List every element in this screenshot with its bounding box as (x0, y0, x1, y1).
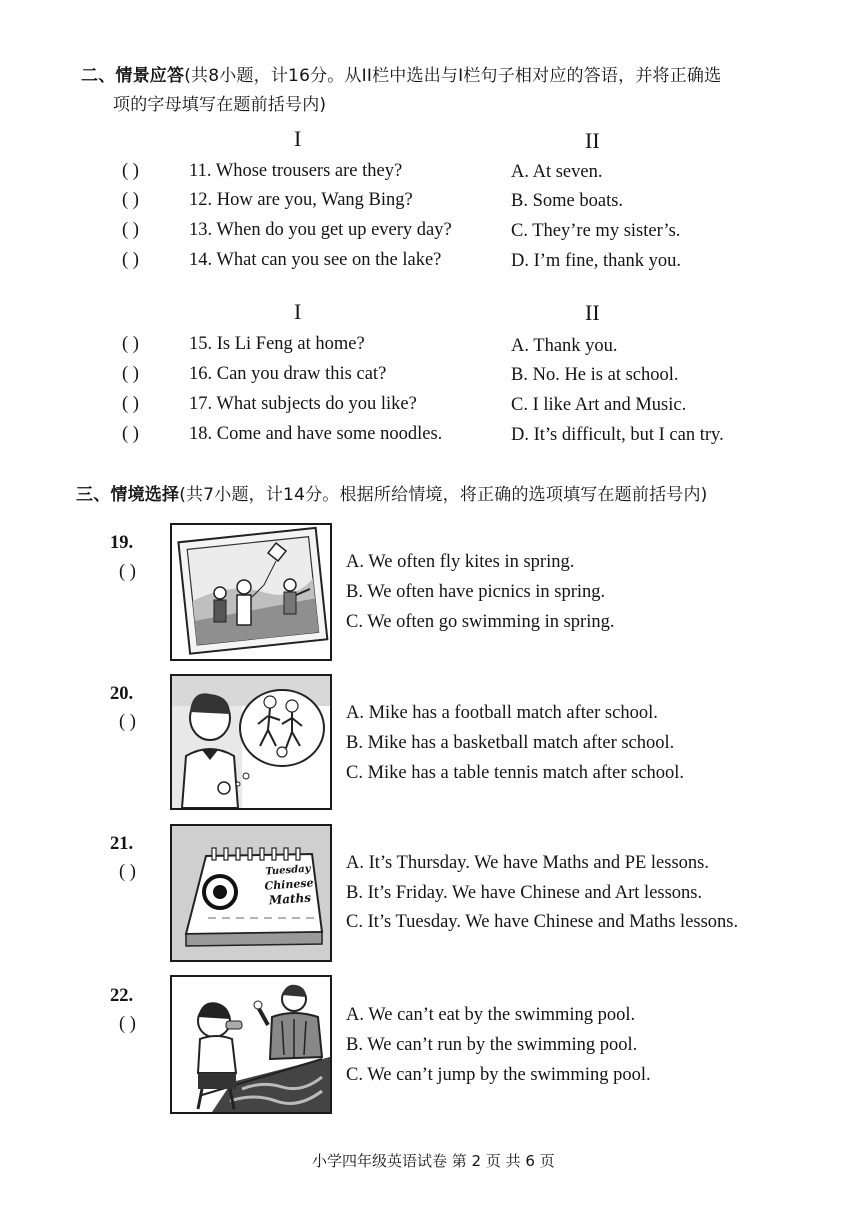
group2-answer-b: B. No. He is at school. (511, 365, 679, 385)
section2-note-cont: 项的字母填写在题前括号内) (113, 95, 327, 115)
item20-option-c: C. Mike has a table tennis match after school. (346, 763, 685, 783)
item22-option-a: A. We can’t eat by the swimming pool. (346, 1005, 636, 1025)
question-16: 16. Can you draw this cat? (189, 364, 387, 384)
item21-answer-bracket[interactable]: ( ) (119, 862, 136, 882)
question-15: 15. Is Li Feng at home? (189, 334, 365, 354)
group1-col2-header: II (585, 128, 600, 153)
item22-answer-bracket[interactable]: ( ) (119, 1014, 136, 1034)
question-11: 11. Whose trousers are they? (189, 161, 403, 181)
section3-title: 三、情境选择 (76, 485, 180, 505)
item19-option-a: A. We often fly kites in spring. (346, 552, 575, 572)
item21-option-c: C. It’s Tuesday. We have Chinese and Maths lessons. (346, 912, 739, 932)
item19-answer-bracket[interactable]: ( ) (119, 562, 136, 582)
item20-answer-bracket[interactable]: ( ) (119, 712, 136, 732)
item20-picture-thinking-of-match (170, 674, 332, 810)
answer-bracket-12[interactable]: ( ) (122, 190, 139, 210)
item20-number: 20. (110, 684, 134, 704)
section3-note: (共7小题，计14分。根据所给情境，将正确的选项填写在题前括号内) (179, 485, 708, 505)
item22-option-b: B. We can’t run by the swimming pool. (346, 1035, 638, 1055)
section2-title-line (81, 63, 721, 89)
group1-answer-c: C. They’re my sister’s. (511, 221, 681, 241)
group2-answer-a: A. Thank you. (511, 336, 618, 356)
group2-col2-header: II (585, 300, 600, 325)
question-12: 12. How are you, Wang Bing? (189, 190, 413, 210)
football-icon (277, 747, 287, 757)
item22-picture-pool-scene (170, 975, 332, 1114)
question-14: 14. What can you see on the lake? (189, 250, 442, 270)
section3-title-line (76, 482, 708, 508)
item20-option-a: A. Mike has a football match after school. (346, 703, 658, 723)
answer-bracket-15[interactable]: ( ) (122, 334, 139, 354)
question-13: 13. When do you get up every day? (189, 220, 452, 240)
question-18: 18. Come and have some noodles. (189, 424, 443, 444)
item21-number: 21. (110, 834, 134, 854)
item19-option-c: C. We often go swimming in spring. (346, 612, 615, 632)
answer-bracket-18[interactable]: ( ) (122, 424, 139, 444)
calendar-day-label: Tuesday (265, 863, 311, 878)
answer-bracket-16[interactable]: ( ) (122, 364, 139, 384)
item21-option-a: A. It’s Thursday. We have Maths and PE lessons. (346, 853, 709, 873)
answer-bracket-13[interactable]: ( ) (122, 220, 139, 240)
group2-answer-c: C. I like Art and Music. (511, 395, 687, 415)
group1-answer-d: D. I’m fine, thank you. (511, 251, 682, 271)
group1-answer-a: A. At seven. (511, 162, 603, 182)
answer-bracket-11[interactable]: ( ) (122, 161, 139, 181)
group1-answer-b: B. Some boats. (511, 191, 624, 211)
group2-answer-d: D. It’s difficult, but I can try. (511, 425, 724, 445)
item19-picture-kite-family (170, 523, 332, 661)
group1-col1-header: I (294, 126, 302, 151)
calendar-subject-2: Maths (268, 890, 312, 908)
item22-number: 22. (110, 986, 134, 1006)
section2-title: 二、情景应答 (81, 66, 185, 86)
item20-option-b: B. Mike has a basketball match after school. (346, 733, 675, 753)
item22-option-c: C. We can’t jump by the swimming pool. (346, 1065, 651, 1085)
question-17: 17. What subjects do you like? (189, 394, 417, 414)
calendar-subject-1: Chinese (264, 876, 314, 893)
answer-bracket-17[interactable]: ( ) (122, 394, 139, 414)
item21-option-b: B. It’s Friday. We have Chinese and Art lessons. (346, 883, 703, 903)
item19-option-b: B. We often have picnics in spring. (346, 582, 606, 602)
item19-number: 19. (110, 533, 134, 553)
answer-bracket-14[interactable]: ( ) (122, 250, 139, 270)
section2-note: (共8小题，计16分。从II栏中选出与I栏句子相对应的答语，并将正确选 (184, 66, 722, 86)
item21-picture-desk-calendar (170, 824, 332, 962)
page-footer: 小学四年级英语试卷 第 2 页 共 6 页 (312, 1152, 555, 1170)
group2-col1-header: I (294, 299, 302, 324)
